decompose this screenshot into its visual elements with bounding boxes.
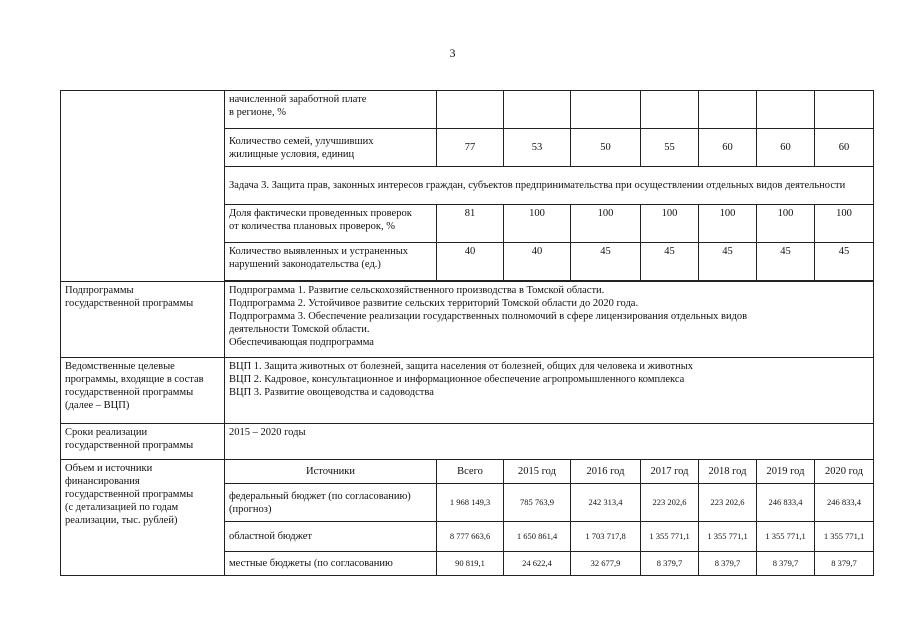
subprograms-list <box>225 282 874 358</box>
vcp-list <box>225 358 874 424</box>
value-cell: 45 <box>815 243 874 281</box>
indicator-row-families: Количество семей, улучшивших жилищные условия, единиц 77 53 50 55 60 60 60 <box>61 129 874 167</box>
financing-row-regional: областной бюджет 8 777 663,6 1 650 861,4 1 703 717,8 1 355 771,1 1 355 771,1 1 355 771,1 1 355 771,1 <box>61 522 874 552</box>
col-header: 2018 год <box>699 460 757 484</box>
value-cell: 1 968 149,3 <box>437 484 504 522</box>
value-cell: 90 819,1 <box>437 552 504 576</box>
vcp-item: ВЦП 3. Развитие овощеводства и садоводства <box>229 387 434 398</box>
indicator-label-cell <box>61 91 225 282</box>
value-cell: 100 <box>757 205 815 243</box>
value-cell: 45 <box>641 243 699 281</box>
col-header: 2017 год <box>641 460 699 484</box>
value-cell: 45 <box>571 243 641 281</box>
value-cell: 1 650 861,4 <box>504 522 571 552</box>
value-cell: 32 677,9 <box>571 552 641 576</box>
value-cell: 40 <box>437 243 504 281</box>
col-header: 2015 год <box>504 460 571 484</box>
subprogram-item: Обеспечивающая подпрограмма <box>229 337 374 348</box>
value-cell: 1 703 717,8 <box>571 522 641 552</box>
col-header: 2019 год <box>757 460 815 484</box>
value-cell: 45 <box>699 243 757 281</box>
value-cell: 40 <box>504 243 571 281</box>
financing-label: Объем и источники финансирования государственной программы (с детализацией по годам реализации, тыс. рублей) <box>61 460 225 576</box>
value-cell: 242 313,4 <box>571 484 641 522</box>
col-header: Источники <box>225 460 437 484</box>
value-cell: 45 <box>757 243 815 281</box>
task-3-heading: Задача 3. Защита прав, законных интересов граждан, субъектов предпринимательства при осуществлении отдельных видов деятельности <box>225 167 874 205</box>
value-cell: 8 379,7 <box>757 552 815 576</box>
value-cell: 77 <box>437 129 504 167</box>
value-cell: 100 <box>641 205 699 243</box>
value-cell: 100 <box>815 205 874 243</box>
vcp-item: ВЦП 2. Кадровое, консультационное и информационное обеспечение агропромышленного комплекса <box>229 374 685 385</box>
financing-row-federal: федеральный бюджет (по согласованию) (прогноз) 1 968 149,3 785 763,9 242 313,4 223 202,6 223 202,6 246 833,4 246 833,4 <box>61 484 874 522</box>
value-cell: 100 <box>504 205 571 243</box>
value-cell: 785 763,9 <box>504 484 571 522</box>
subprogram-item: Подпрограмма 3. Обеспечение реализации государственных полномочий в сфере лицензирования отдельных видов <box>229 311 748 322</box>
subprograms-row <box>61 282 874 358</box>
value-cell: 8 379,7 <box>815 552 874 576</box>
value-cell: 1 355 771,1 <box>641 522 699 552</box>
vcp-row <box>61 358 874 424</box>
col-header: 2020 год <box>815 460 874 484</box>
indicator-row-wage: начисленной заработной плате в регионе, % <box>225 91 437 129</box>
page-number: 3 <box>449 46 456 60</box>
value-cell: 60 <box>699 129 757 167</box>
subprogram-item: Подпрограмма 2. Устойчивое развитие сельских территорий Томской области до 2020 года. <box>229 298 639 309</box>
value-cell: 8 379,7 <box>699 552 757 576</box>
col-header: 2016 год <box>571 460 641 484</box>
value-cell: 1 355 771,1 <box>757 522 815 552</box>
subprograms-label: Подпрограммы государственной программы <box>61 282 225 358</box>
value-cell: 100 <box>699 205 757 243</box>
financing-row-local: местные бюджеты (по согласованию 90 819,1 24 622,4 32 677,9 8 379,7 8 379,7 8 379,7 8 379,7 <box>61 552 874 576</box>
col-header: Всего <box>437 460 504 484</box>
vcp-label: Ведомственные целевые программы, входящие в состав государственной программы (далее – ВЦП) <box>61 358 225 424</box>
financing-header-row <box>61 460 874 484</box>
value-cell: 60 <box>815 129 874 167</box>
value-cell: 246 833,4 <box>815 484 874 522</box>
value-cell: 55 <box>641 129 699 167</box>
terms-row <box>61 424 874 460</box>
value-cell: 53 <box>504 129 571 167</box>
value-cell: 223 202,6 <box>641 484 699 522</box>
value-cell: 1 355 771,1 <box>815 522 874 552</box>
value-cell: 1 355 771,1 <box>699 522 757 552</box>
value-cell: 8 777 663,6 <box>437 522 504 552</box>
value-cell: 246 833,4 <box>757 484 815 522</box>
value-cell: 223 202,6 <box>699 484 757 522</box>
value-cell: 24 622,4 <box>504 552 571 576</box>
terms-value: 2015 – 2020 годы <box>225 424 874 460</box>
terms-label: Сроки реализации государственной программы <box>61 424 225 460</box>
value-cell: 8 379,7 <box>641 552 699 576</box>
value-cell: 100 <box>571 205 641 243</box>
subprogram-item: Подпрограмма 1. Развитие сельскохозяйственного производства в Томской области. <box>229 285 605 296</box>
indicator-row-inspections: Доля фактически проведенных проверок от количества плановых проверок, % 81 100 100 100 100 100 100 <box>61 205 874 243</box>
value-cell: 60 <box>757 129 815 167</box>
passport-table <box>60 90 874 576</box>
value-cell: 50 <box>571 129 641 167</box>
indicator-row-violations: Количество выявленных и устраненных нарушений законодательства (ед.) 40 40 45 45 45 45 45 <box>61 243 874 281</box>
subprogram-item: деятельности Томской области. <box>229 324 370 335</box>
vcp-item: ВЦП 1. Защита животных от болезней, защита населения от болезней, общих для человека и животных <box>229 361 694 372</box>
value-cell: 81 <box>437 205 504 243</box>
